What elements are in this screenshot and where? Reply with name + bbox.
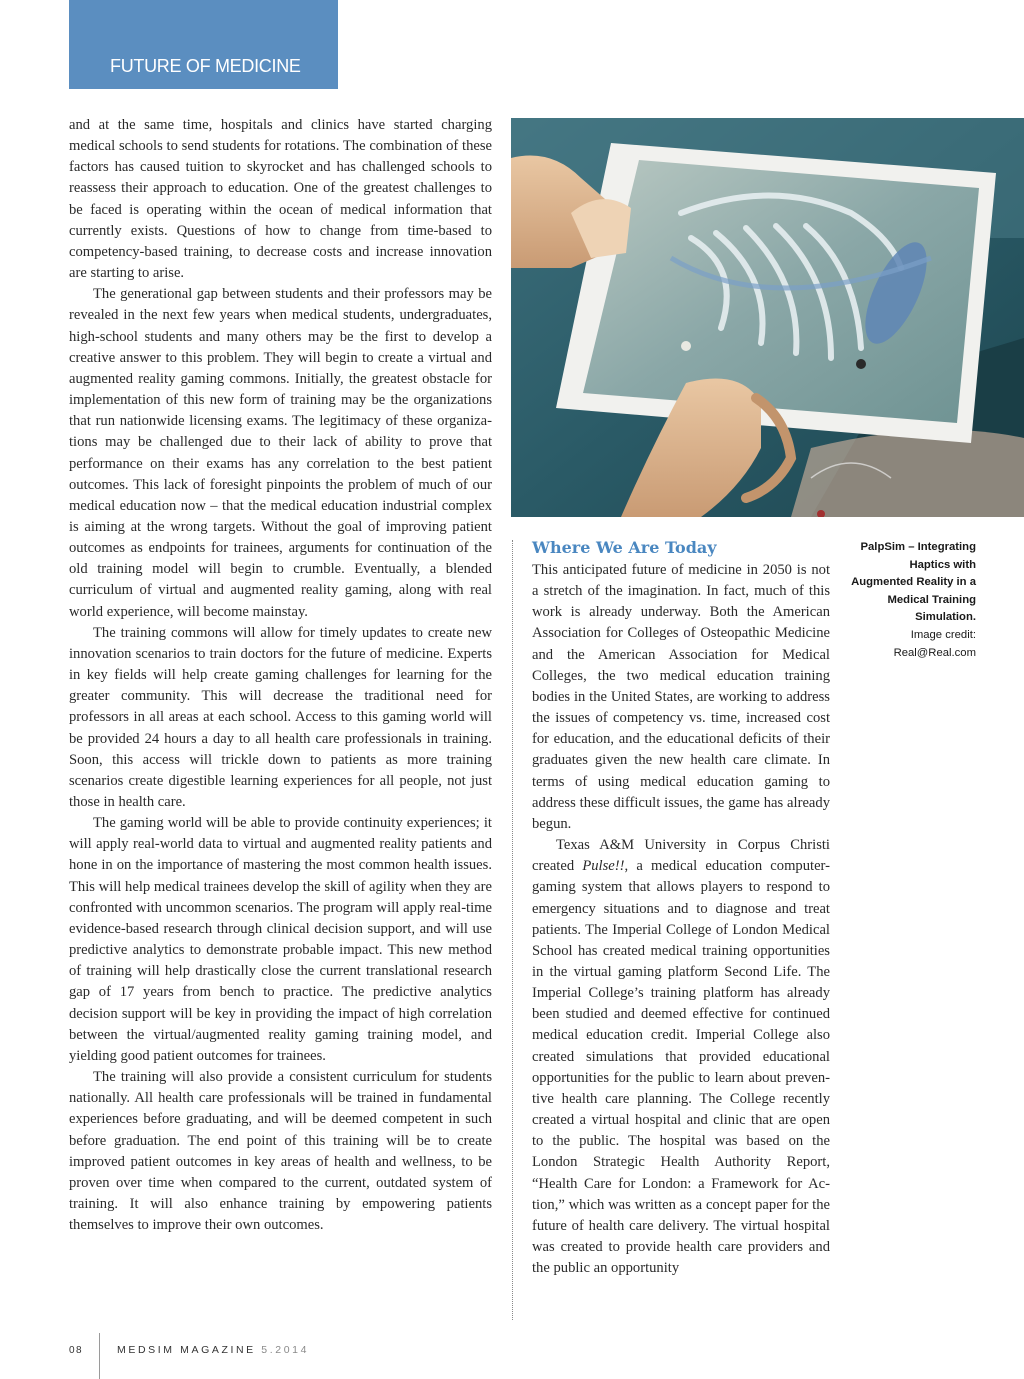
body-paragraph: and at the same time, hospitals and clinics have started charging medical schools to send students for rotations. The combination of these factors has caused tuition to skyrocket and has challenged schools to reassess their approach to education. One of the greatest challenges to be faced is operating within the ocean of medical information that currently exists. Questions of how to change from time-based to competency-based training, to decrease costs and increase innovation are starting to arise. (69, 117, 492, 282)
caption-credit-label: Image credit: (910, 628, 976, 641)
game-title: Pulse!! (582, 858, 625, 875)
footer-divider (99, 1333, 100, 1379)
photo-caption (850, 539, 976, 662)
page-number: 08 (69, 1345, 84, 1356)
tablet-simulation-illustration (511, 118, 1024, 517)
issue-date: 5.2014 (261, 1344, 310, 1356)
body-paragraph: The training will also provide a consistent curriculum for students nationally. All health care professionals will be trained in fundamental experiences before graduating, and will be deemed competent in such before graduation. The end point of this training will be to create improved patient outcomes in key areas of health and wellness, to be proven over time when compared to the current, outdated system of training. It will also enhance training by empowering patients themselves to improve their own outcomes. (69, 1069, 492, 1234)
article-photo (511, 118, 1024, 517)
body-paragraph: This anticipated future of medicine in 2050 is not a stretch of the imagination. In fact, much of this work is already underway. Both the American Association for Colleges of Osteopathic Medicine and the American Association for Medical Colleges, the two medical education training bodies in the United States, are working to address the issues of competency vs. time, increased cost for education, and the educational deficits of their graduates given the new health care climate. In terms of using medical education gaming to address these difficult issues, the game has already begun. (532, 562, 830, 832)
body-paragraph: The generational gap between students and their professors may be revealed in the next few years when medical students, undergraduates, high-school students and many others may be the first to develop a creative answer to this problem. They will begin to create a virtual and augmented reality gaming commons. Initially, the greatest obstacle for implementation of this new form of training may be the organizations that run nationwide licensing exams. The legitimacy of these organizations may be challenged due to their lack of ability to prove that performance on their exams has any correlation to the best patient outcomes. This lack of foresight pinpoints the problem of much of our medical education now – that the medical education industrial complex is aiming at the wrong targets. Without the goal of improving patient outcomes as endpoints for trainees, arguments for continuation of the old training model will begin to crumble. Eventually, a blended curriculum of virtual and augmented reality gaming, along with real world experience, will become mainstay. (69, 286, 492, 620)
column-divider (512, 540, 513, 1320)
article-left-column (69, 115, 492, 1236)
paragraph-text: , a medical education computer-gaming system that allows players to respond to emergency situations and to diagnose and treat patients. The Imperial College of London Medical School has created medical training opportunities in the virtual gaming platform Second Life. The Imperial College’s training platform has already been studied and deemed effective for continued medical education credit. Imperial College also created simulations that provided educational opportunities for the public to learn about preventive health care planning. The College recently created a virtual hospital and clinic that are open to the public. The hospital was based on the London Strategic Health Authority Report, “Health Care for London: a Framework for Action,” which was written as a concept paper for the future of health care delivery. The virtual hospital was created to provide health care providers and the public an opportunity (532, 858, 830, 1277)
body-paragraph: The gaming world will be able to provide continuity experiences; it will apply real-world data to virtual and augmented reality patients and hone in on the importance of mastering the most common health issues. This will help medical trainees develop the skill of agility when they are confronted with uncommon scenarios. The program will apply real-time evidence-based research through clinical decision support, and will use predictive analytics to demonstrate probable impact. This new method of training will help drastically close the current translational research gap of 17 years from bench to practice. The predictive analytics decision support will be key in providing the impact of high correlation between the virtual/augmented reality gaming training model, and yielding good patient outcomes for trainees. (69, 815, 492, 1064)
section-heading: Where We Are Today (532, 538, 717, 557)
magazine-footer (117, 1344, 309, 1356)
body-paragraph: The training commons will allow for timely updates to create new innovation scenarios to train doctors for the future of medicine. Experts in key fields will help create gaming challenges for learning for the greater community. This will decrease the traditional need for professors in all areas at each school. Access to this gaming world will be provided 24 hours a day to all health care professionals in training. Soon, this access will trickle down to patients as more training scenarios create digestible learning experiences for all people, not just those in health care. (69, 624, 492, 810)
article-right-column (532, 560, 830, 1279)
caption-title: PalpSim – Integrating Haptics with Augmented Reality in a Medical Training Simulation. (851, 541, 976, 624)
section-label: FUTURE OF MEDICINE (110, 56, 301, 76)
paragraph-text: Texas A&M University in Corpus Christi created (532, 837, 830, 875)
magazine-name: MEDSIM MAGAZINE (117, 1344, 256, 1356)
body-paragraph (532, 835, 830, 1279)
section-header-tab (69, 0, 338, 89)
caption-credit: Real@Real.com (893, 646, 976, 659)
